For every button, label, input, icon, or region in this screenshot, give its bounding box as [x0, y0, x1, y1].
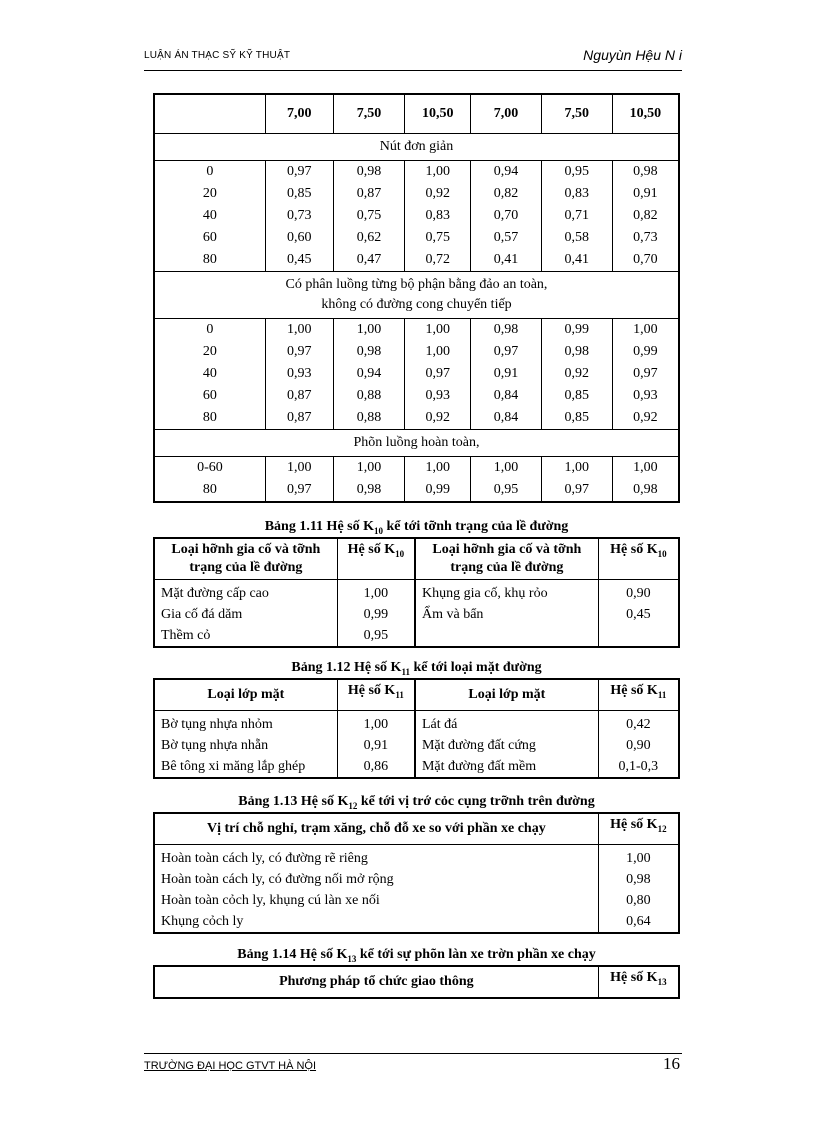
main-table-header-cell: 10,50	[612, 94, 679, 134]
table-cell: 0,58	[541, 227, 612, 249]
table-row	[154, 205, 679, 227]
section-title-line: Có phân luồng từng bộ phận bằng đảo an toàn,	[285, 277, 548, 292]
table-cell: 0,45	[598, 604, 679, 625]
table-cell: 0,86	[337, 756, 415, 778]
table-cell: 0,41	[471, 249, 542, 272]
table-12	[153, 678, 680, 779]
table-cell: 0,93	[405, 385, 471, 407]
section-title-line: không có đường cong chuyển tiếp	[321, 297, 512, 312]
table-cell: 0,64	[598, 911, 679, 933]
table-cell: 60	[202, 230, 217, 245]
section-title-line: Nút đơn giản	[379, 139, 454, 154]
table-cell: 0,82	[612, 205, 679, 227]
table-cell: 0,90	[598, 735, 679, 756]
table-cell	[598, 625, 679, 647]
table-cell: Lát đá	[415, 711, 598, 736]
table-14-caption: Bảng 1.14 Hệ số $K_{13}$ kể tới sự phõn làn xe trờn phần xe chạy	[237, 947, 596, 964]
main-table-header-row	[154, 94, 679, 134]
table-cell: Mặt đường đất cứng	[415, 735, 598, 756]
table-cell: 80	[202, 482, 217, 497]
table-cell: 1,00	[598, 845, 679, 870]
table-13	[153, 812, 680, 934]
table-cell: 1,00	[265, 457, 333, 480]
table-cell: Bê tông xi măng lắp ghép	[161, 759, 306, 774]
table-cell: 0,71	[541, 205, 612, 227]
table-cell: 0,85	[265, 183, 333, 205]
table-cell: 0,98	[471, 319, 542, 342]
table-cell: Thềm cỏ	[161, 628, 211, 643]
table-cell: 0,97	[405, 363, 471, 385]
footer-left: TRƯỜNG ĐẠI HỌC GTVT HÀ NỘI	[144, 1060, 317, 1072]
table-12-col4-header: Hệ số $K_{11}$	[598, 679, 679, 711]
table-14	[153, 965, 680, 999]
table-11	[153, 537, 680, 648]
table-11-col1-header: Loại hỡnh gia cố và tỡnh trạng của lề đường	[154, 538, 337, 580]
table-cell	[415, 625, 598, 647]
table-row	[154, 890, 679, 911]
table-14-col2-header: Hệ số $K_{13}$	[598, 966, 679, 998]
table-cell: 0	[206, 322, 214, 337]
table-cell: 80	[202, 252, 217, 267]
table-cell: 0,98	[598, 869, 679, 890]
table-cell: 0,91	[471, 363, 542, 385]
table-12-col2-header: Hệ số $K_{11}$	[337, 679, 415, 711]
table-cell: 1,00	[333, 457, 405, 480]
table-12-col1-header: Loại lớp mặt	[154, 679, 337, 711]
table-row	[154, 580, 679, 605]
section-title	[154, 272, 679, 319]
table-cell: 0,97	[541, 479, 612, 502]
table-cell: 0,98	[612, 161, 679, 184]
table-cell: 0,95	[337, 625, 415, 647]
table-cell: 0,84	[471, 407, 542, 430]
table-cell: 0,47	[333, 249, 405, 272]
table-cell: 1,00	[337, 580, 415, 605]
table-row	[154, 845, 679, 870]
table-cell: 0,75	[405, 227, 471, 249]
table-cell: 60	[202, 388, 217, 403]
table-cell: 0,85	[541, 385, 612, 407]
table-cell: 0,90	[598, 580, 679, 605]
table-cell: 40	[202, 366, 217, 381]
table-row	[154, 407, 679, 430]
main-table-header-cell: 10,50	[405, 94, 471, 134]
table-cell: 0,42	[598, 711, 679, 736]
table-cell: 0,72	[405, 249, 471, 272]
table-row	[154, 869, 679, 890]
table-cell: 0,99	[337, 604, 415, 625]
table-cell: Mặt đường cấp cao	[161, 586, 269, 601]
table-row	[154, 457, 679, 480]
table-cell: 0,91	[612, 183, 679, 205]
table-cell: 0,87	[265, 407, 333, 430]
table-cell: 0,98	[333, 479, 405, 502]
table-cell: 0,87	[333, 183, 405, 205]
table-cell: 0,99	[541, 319, 612, 342]
main-table-header-cell: 7,50	[333, 94, 405, 134]
table-cell: 0,98	[333, 161, 405, 184]
table-cell: Hoàn toàn cỏch ly, khụng cú làn xe nối	[161, 893, 380, 908]
table-cell: 0,73	[265, 205, 333, 227]
table-13-caption: Bảng 1.13 Hệ số $K_{12}$ kể tới vị trớ cỏc cụng trỡnh trên đường	[238, 794, 595, 811]
table-cell: 1,00	[333, 319, 405, 342]
table-cell: 1,00	[612, 457, 679, 480]
table-14-col1-header: Phương pháp tổ chức giao thông	[279, 974, 474, 989]
table-cell: Ẩm và bẩn	[415, 604, 598, 625]
table-cell: 0,60	[265, 227, 333, 249]
table-cell: 0,99	[405, 479, 471, 502]
table-cell: Hoàn toàn cách ly, có đường nối mở rộng	[161, 872, 394, 887]
table-row	[154, 249, 679, 272]
header-divider	[144, 70, 682, 71]
table-11-col3-header: Loại hỡnh gia cố và tỡnh trạng của lề đường	[415, 538, 598, 580]
page-number: 16	[663, 1054, 680, 1073]
table-11-caption: Bảng 1.11 Hệ số $K_{10}$ kể tới tỡnh trạng của lề đường	[264, 519, 569, 536]
header-right: Nguyùn Hệu N i	[583, 47, 682, 63]
table-row	[154, 319, 679, 342]
table-row	[154, 385, 679, 407]
table-cell: 20	[202, 186, 217, 201]
table-cell: Hoàn toàn cách ly, có đường rẽ riêng	[161, 851, 368, 866]
section-title	[154, 134, 679, 161]
table-cell: Khụng cỏch ly	[161, 914, 244, 929]
main-table-header-cell: 7,00	[471, 94, 542, 134]
table-cell: 0,97	[471, 341, 542, 363]
main-table-section-row	[154, 430, 679, 457]
table-cell: 0,94	[333, 363, 405, 385]
table-cell: 20	[202, 344, 217, 359]
table-cell: 1,00	[265, 319, 333, 342]
table-cell: 0,98	[541, 341, 612, 363]
table-row	[154, 756, 679, 778]
table-cell: Bờ tụng nhựa nhỏm	[161, 717, 273, 732]
table-cell: 0,91	[337, 735, 415, 756]
table-cell: 0,88	[333, 407, 405, 430]
table-cell: 0,88	[333, 385, 405, 407]
table-cell: 0,57	[471, 227, 542, 249]
table-cell: 0,83	[541, 183, 612, 205]
table-row	[154, 227, 679, 249]
table-cell: 0,73	[612, 227, 679, 249]
table-cell: 0,97	[265, 341, 333, 363]
table-cell: 0,95	[541, 161, 612, 184]
table-cell: 0-60	[197, 460, 223, 475]
table-cell: 0,83	[405, 205, 471, 227]
table-12-caption: Bảng 1.12 Hệ số $K_{11}$ kể tới loại mặt đường	[291, 660, 542, 677]
table-cell: 0,98	[612, 479, 679, 502]
table-cell: 1,00	[405, 457, 471, 480]
table-row	[154, 625, 679, 647]
table-cell: 0,87	[265, 385, 333, 407]
table-row	[154, 711, 679, 736]
table-cell: 0,62	[333, 227, 405, 249]
table-cell: 0,85	[541, 407, 612, 430]
table-cell: 0,41	[541, 249, 612, 272]
table-cell: Khụng gia cố, khụ rỏo	[415, 580, 598, 605]
table-13-col1-header: Vị trí chỗ nghỉ, trạm xăng, chỗ đỗ xe so với phần xe chạy	[154, 813, 598, 845]
table-cell: 40	[202, 208, 217, 223]
table-cell: 1,00	[541, 457, 612, 480]
table-cell: 0,70	[471, 205, 542, 227]
table-cell: 0,97	[265, 479, 333, 502]
table-11-col2-header: Hệ số $K_{10}$	[337, 538, 415, 580]
main-table-header-cell	[154, 94, 265, 134]
table-cell: 0,92	[541, 363, 612, 385]
table-cell: 0,93	[612, 385, 679, 407]
table-cell: 0,97	[265, 161, 333, 184]
table-cell: Gia cố đá dăm	[161, 607, 243, 622]
table-cell: Bờ tụng nhựa nhẵn	[161, 738, 269, 753]
table-row	[154, 341, 679, 363]
table-cell: 0,82	[471, 183, 542, 205]
main-coefficient-table	[153, 93, 680, 503]
table-cell: 0,75	[333, 205, 405, 227]
section-title	[154, 430, 679, 457]
table-cell: 0,98	[333, 341, 405, 363]
table-cell: 1,00	[405, 341, 471, 363]
table-row	[154, 183, 679, 205]
main-table-section-row	[154, 272, 679, 319]
table-cell: 1,00	[337, 711, 415, 736]
table-cell: 0,1-0,3	[598, 756, 679, 778]
main-table-header-cell: 7,50	[541, 94, 612, 134]
table-12-col3-header: Loại lớp mặt	[415, 679, 598, 711]
table-cell: 0,45	[265, 249, 333, 272]
main-table-section-row	[154, 134, 679, 161]
table-row	[154, 479, 679, 502]
table-cell: 0,92	[405, 407, 471, 430]
table-cell: 0,95	[471, 479, 542, 502]
table-cell: 0,92	[405, 183, 471, 205]
table-cell: 0,93	[265, 363, 333, 385]
table-cell: 0,80	[598, 890, 679, 911]
table-row	[154, 161, 679, 184]
table-row	[154, 911, 679, 933]
table-row	[154, 735, 679, 756]
table-row	[154, 363, 679, 385]
table-row	[154, 604, 679, 625]
table-cell: 1,00	[405, 161, 471, 184]
main-table-header-cell: 7,00	[265, 94, 333, 134]
table-cell: 0,97	[612, 363, 679, 385]
table-cell: Mặt đường đất mềm	[415, 756, 598, 778]
table-cell: 0,92	[612, 407, 679, 430]
footer-divider	[144, 1053, 682, 1054]
table-cell: 0,99	[612, 341, 679, 363]
table-cell: 0,84	[471, 385, 542, 407]
table-cell: 0	[206, 164, 214, 179]
table-cell: 80	[202, 410, 217, 425]
table-cell: 0,94	[471, 161, 542, 184]
table-cell: 1,00	[612, 319, 679, 342]
section-title-line: Phõn luồng hoàn toàn,	[353, 435, 480, 450]
table-13-col2-header: Hệ số $K_{12}$	[598, 813, 679, 845]
table-cell: 0,70	[612, 249, 679, 272]
header-left: LUẬN ÁN THẠC SỸ KỸ THUẬT	[144, 50, 291, 61]
table-cell: 1,00	[405, 319, 471, 342]
table-11-col4-header: Hệ số $K_{10}$	[598, 538, 679, 580]
table-cell: 1,00	[471, 457, 542, 480]
